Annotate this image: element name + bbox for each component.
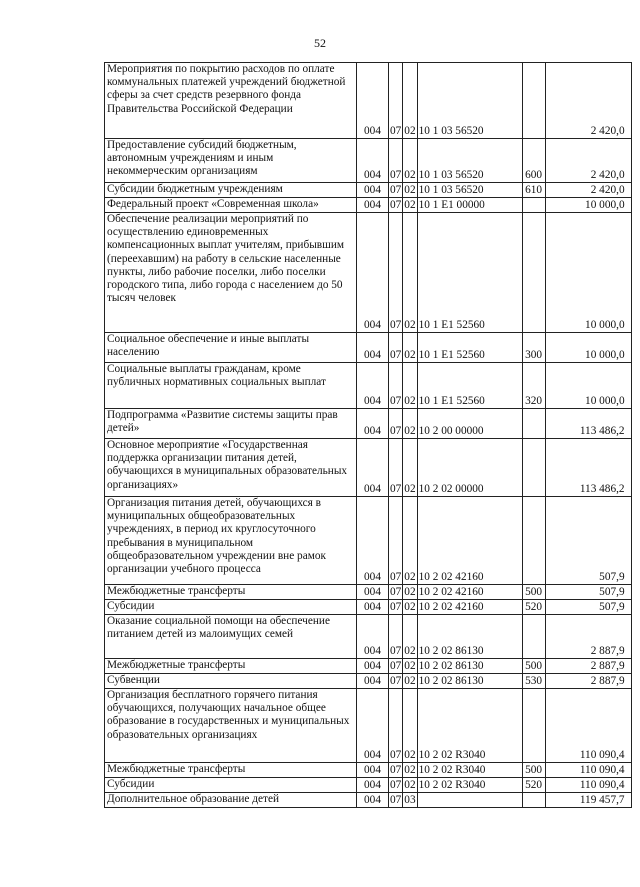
table-row <box>105 363 632 409</box>
table-row <box>105 689 632 763</box>
row-expense-type <box>522 198 545 213</box>
row-target-article: 10 1 E1 52560 <box>417 363 522 409</box>
row-amount: 10 000,0 <box>545 363 631 409</box>
table-row <box>105 615 632 659</box>
row-razdel: 07 <box>389 63 403 139</box>
row-podrazdel: 02 <box>403 409 417 439</box>
row-podrazdel: 02 <box>404 763 416 776</box>
row-podrazdel: 02 <box>403 139 417 183</box>
table-row <box>105 198 632 213</box>
table-row <box>105 497 632 585</box>
row-expense-type <box>522 439 545 497</box>
row-glava: 004 <box>357 183 389 198</box>
row-target-article: 10 2 02 42160 <box>417 600 522 615</box>
row-razdel: 07 <box>390 585 402 598</box>
row-amount: 10 000,0 <box>545 213 631 333</box>
row-glava: 004 <box>357 198 389 213</box>
table-row <box>105 793 632 808</box>
row-target-article: 10 2 02 42160 <box>417 497 522 585</box>
row-razdel: 07 <box>389 497 403 585</box>
row-amount: 110 090,4 <box>545 763 631 778</box>
row-amount: 113 486,2 <box>545 409 631 439</box>
row-razdel: 07 <box>389 363 403 409</box>
row-podrazdel: 02 <box>403 363 417 409</box>
row-podrazdel: 02 <box>404 600 416 613</box>
row-target-article: 10 2 00 00000 <box>417 409 522 439</box>
row-target-article: 10 2 02 00000 <box>417 439 522 497</box>
row-amount: 10 000,0 <box>545 333 631 363</box>
row-glava: 004 <box>357 600 389 615</box>
table-row <box>105 659 632 674</box>
budget-table <box>104 62 632 808</box>
row-name: Федеральный проект «Современная школа» <box>105 198 357 213</box>
row-name: Организация питания детей, обучающихся в муниципальных общеобразовательных учреждениях, в период их круглосуточного пребывания в муниципальном общеобразовательном учреждении вне рамок организации учебного процесса <box>105 497 357 585</box>
row-glava: 004 <box>357 139 389 183</box>
row-name: Подпрограмма «Развитие системы защиты прав детей» <box>105 409 357 439</box>
row-target-article: 10 2 02 86130 <box>417 674 522 689</box>
row-name: Обеспечение реализации мероприятий по осуществлению единовременных компенсационных выплат учителям, прибывшим (переехавшим) на работу в сельские населенные пункты, либо рабочие поселки, либо поселки городского типа, либо города с населением до 50 тысяч человек <box>105 213 357 333</box>
row-target-article: 10 1 E1 52560 <box>417 333 522 363</box>
row-glava: 004 <box>357 778 389 793</box>
row-glava: 004 <box>357 585 389 600</box>
row-target-article: 10 2 02 86130 <box>417 615 522 659</box>
row-podrazdel: 02 <box>403 615 417 659</box>
row-glava: 004 <box>357 409 389 439</box>
row-name: Оказание социальной помощи на обеспечение питанием детей из малоимущих семей <box>105 615 357 659</box>
row-target-article: 10 2 02 R3040 <box>417 689 522 763</box>
row-amount: 2 887,9 <box>545 674 631 689</box>
row-name: Межбюджетные трансферты <box>105 585 357 600</box>
row-expense-type <box>522 497 545 585</box>
table-row <box>105 439 632 497</box>
row-target-article: 10 1 03 56520 <box>417 63 522 139</box>
row-amount: 113 486,2 <box>545 439 631 497</box>
row-glava: 004 <box>357 213 389 333</box>
row-glava: 004 <box>357 363 389 409</box>
row-glava: 004 <box>357 439 389 497</box>
row-amount: 2 887,9 <box>545 615 631 659</box>
table-row <box>105 778 632 793</box>
table-row <box>105 409 632 439</box>
row-name: Предоставление субсидий бюджетным, автономным учреждениям и иным некоммерческим организациям <box>105 139 357 183</box>
row-expense-type: 300 <box>522 333 545 363</box>
row-glava: 004 <box>357 793 389 808</box>
table-row <box>105 213 632 333</box>
row-name: Субсидии <box>105 778 357 793</box>
row-name: Субсидии бюджетным учреждениям <box>105 183 357 198</box>
row-name: Межбюджетные трансферты <box>105 763 357 778</box>
row-glava: 004 <box>357 763 389 778</box>
row-expense-type: 320 <box>522 363 545 409</box>
row-razdel: 07 <box>390 778 402 791</box>
table-row <box>105 674 632 689</box>
row-target-article: 10 2 02 R3040 <box>417 763 522 778</box>
row-amount: 2 420,0 <box>545 183 631 198</box>
row-podrazdel: 02 <box>403 63 417 139</box>
row-expense-type: 520 <box>522 600 545 615</box>
row-expense-type: 500 <box>522 659 545 674</box>
table-row <box>105 585 632 600</box>
table-row <box>105 600 632 615</box>
row-razdel: 07 <box>390 183 402 196</box>
row-amount: 2 420,0 <box>545 63 631 139</box>
row-amount: 110 090,4 <box>545 689 631 763</box>
row-razdel: 07 <box>389 689 403 763</box>
row-amount: 507,9 <box>545 585 631 600</box>
row-name: Межбюджетные трансферты <box>105 659 357 674</box>
row-amount: 2 887,9 <box>545 659 631 674</box>
row-expense-type <box>522 689 545 763</box>
row-amount: 507,9 <box>545 600 631 615</box>
row-name: Основное мероприятие «Государственная поддержка организации питания детей, обучающихся в муниципальных образовательных организациях» <box>105 439 357 497</box>
row-target-article <box>417 793 522 808</box>
row-target-article: 10 2 02 86130 <box>417 659 522 674</box>
table-row <box>105 63 632 139</box>
row-target-article: 10 1 03 56520 <box>417 139 522 183</box>
row-glava: 004 <box>357 333 389 363</box>
row-podrazdel: 02 <box>404 183 416 196</box>
row-podrazdel: 02 <box>404 659 416 672</box>
table-row <box>105 763 632 778</box>
row-amount: 2 420,0 <box>545 139 631 183</box>
row-name: Социальное обеспечение и иные выплаты населению <box>105 333 357 363</box>
row-expense-type <box>522 793 545 808</box>
row-razdel: 07 <box>389 615 403 659</box>
page-number: 52 <box>314 36 326 50</box>
row-amount: 507,9 <box>545 497 631 585</box>
row-expense-type <box>522 409 545 439</box>
row-glava: 004 <box>357 659 389 674</box>
row-amount: 119 457,7 <box>545 793 631 808</box>
row-glava: 004 <box>357 674 389 689</box>
row-name: Субсидии <box>105 600 357 615</box>
row-name: Организация бесплатного горячего питания обучающихся, получающих начальное общее образование в государственных и муниципальных образовательных организациях <box>105 689 357 763</box>
row-expense-type: 600 <box>522 139 545 183</box>
row-podrazdel: 02 <box>403 333 417 363</box>
row-razdel: 07 <box>389 409 403 439</box>
row-expense-type: 530 <box>522 674 545 689</box>
row-expense-type: 500 <box>522 585 545 600</box>
row-name: Субвенции <box>105 674 357 689</box>
row-razdel: 07 <box>389 333 403 363</box>
row-razdel: 07 <box>390 763 402 776</box>
table-row <box>105 139 632 183</box>
row-razdel: 07 <box>390 659 402 672</box>
table-row <box>105 183 632 198</box>
row-podrazdel: 02 <box>404 585 416 598</box>
row-name: Мероприятия по покрытию расходов по оплате коммунальных платежей учреждений бюджетной сферы за счет средств резервного фонда Правительства Российской Федерации <box>105 63 357 139</box>
row-podrazdel: 02 <box>403 213 417 333</box>
row-name: Дополнительное образование детей <box>105 793 357 808</box>
row-razdel: 07 <box>390 600 402 613</box>
row-target-article: 10 2 02 R3040 <box>417 778 522 793</box>
row-podrazdel: 03 <box>404 793 416 806</box>
row-glava: 004 <box>357 689 389 763</box>
row-podrazdel: 02 <box>404 198 416 211</box>
row-glava: 004 <box>357 63 389 139</box>
row-expense-type: 520 <box>522 778 545 793</box>
row-name: Социальные выплаты гражданам, кроме публичных нормативных социальных выплат <box>105 363 357 409</box>
row-glava: 004 <box>357 615 389 659</box>
row-expense-type <box>522 63 545 139</box>
row-razdel: 07 <box>389 139 403 183</box>
row-podrazdel: 02 <box>403 439 417 497</box>
row-razdel: 07 <box>389 439 403 497</box>
row-razdel: 07 <box>389 213 403 333</box>
row-expense-type <box>522 615 545 659</box>
row-expense-type: 610 <box>522 183 545 198</box>
row-razdel: 07 <box>390 198 402 211</box>
row-target-article: 10 1 E1 52560 <box>417 213 522 333</box>
row-amount: 110 090,4 <box>545 778 631 793</box>
row-podrazdel: 02 <box>404 674 416 687</box>
row-podrazdel: 02 <box>403 689 417 763</box>
row-razdel: 07 <box>390 674 402 687</box>
row-razdel: 07 <box>390 793 402 806</box>
row-target-article: 10 1 E1 00000 <box>417 198 522 213</box>
row-target-article: 10 2 02 42160 <box>417 585 522 600</box>
row-glava: 004 <box>357 497 389 585</box>
row-podrazdel: 02 <box>403 497 417 585</box>
row-target-article: 10 1 03 56520 <box>417 183 522 198</box>
row-expense-type <box>522 213 545 333</box>
row-podrazdel: 02 <box>404 778 416 791</box>
table-row <box>105 333 632 363</box>
row-amount: 10 000,0 <box>545 198 631 213</box>
row-expense-type: 500 <box>522 763 545 778</box>
